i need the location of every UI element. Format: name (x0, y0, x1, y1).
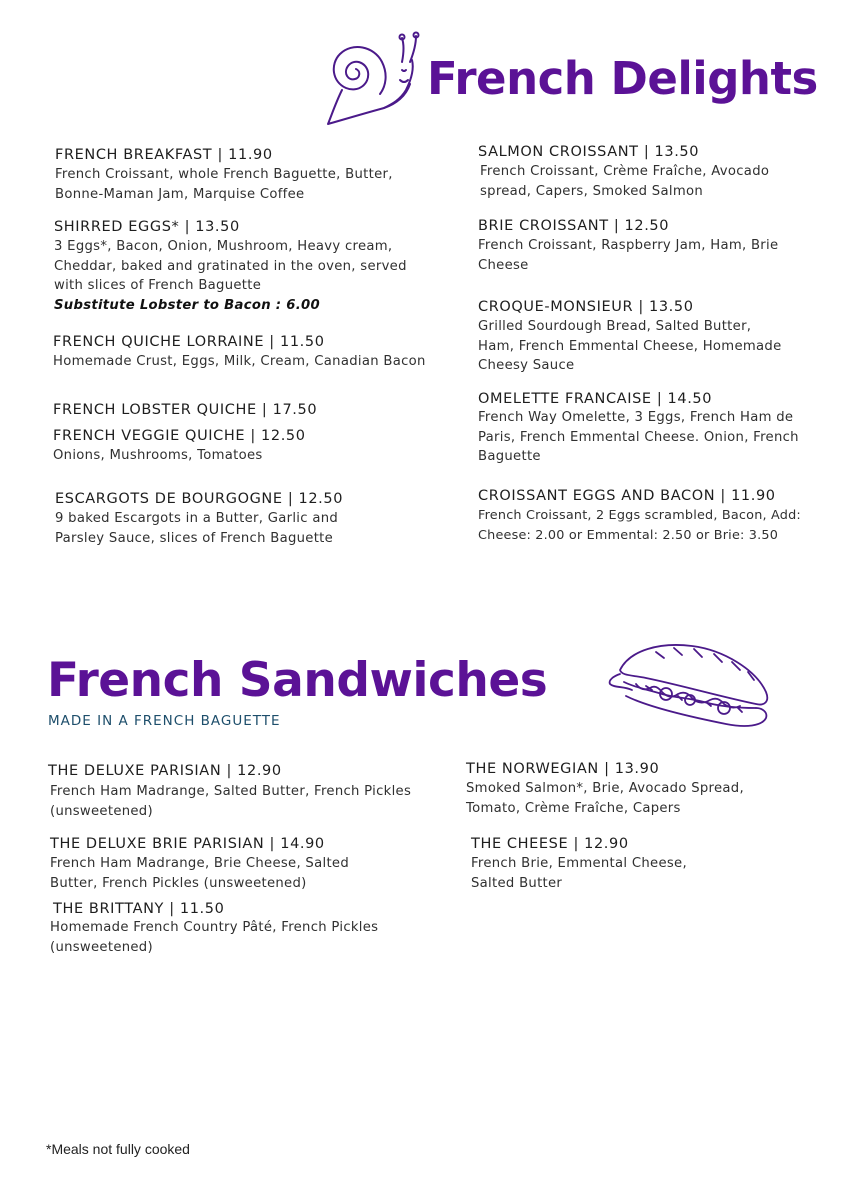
menu-item-note: Substitute Lobster to Bacon : 6.00 (54, 297, 320, 313)
menu-item-description: 3 Eggs*, Bacon, Onion, Mushroom, Heavy cream, Cheddar, baked and gratinated in the oven, served with slices of French Baguette (54, 239, 407, 293)
menu-item-description: French Croissant, whole French Baguette, Butter, Bonne-Maman Jam, Marquise Coffee (55, 167, 393, 202)
menu-item-title: BRIE CROISSANT | 12.50 (478, 218, 670, 234)
menu-item-description: French Way Omelette, 3 Eggs, French Ham de Paris, French Emmental Cheese. Onion, French Baguette (478, 410, 799, 464)
menu-item (48, 760, 413, 821)
menu-item (478, 142, 813, 201)
menu-item (478, 216, 788, 275)
menu-item-title: FRENCH LOBSTER QUICHE | 17.50 (53, 402, 318, 418)
menu-item-title: ESCARGOTS DE BOURGOGNE | 12.50 (55, 491, 344, 507)
menu-item (53, 332, 428, 372)
menu-item (53, 400, 428, 420)
snail-icon (322, 30, 422, 134)
menu-item (466, 759, 786, 818)
menu-item (478, 297, 788, 376)
menu-item (50, 900, 420, 957)
menu-item-title: FRENCH VEGGIE QUICHE | 12.50 (53, 428, 306, 444)
section-heading-delights: French Delights (427, 52, 818, 105)
menu-item-title: THE DELUXE BRIE PARISIAN | 14.90 (50, 836, 325, 852)
menu-item-description: Smoked Salmon*, Brie, Avocado Spread, Tomato, Crème Fraîche, Capers (466, 781, 744, 816)
menu-item (55, 489, 385, 548)
menu-item-title: THE BRITTANY | 11.50 (53, 901, 225, 917)
menu-item-description: French Ham Madrange, Salted Butter, French Pickles (unsweetened) (50, 784, 412, 819)
menu-item (50, 834, 390, 893)
menu-item-description: Grilled Sourdough Bread, Salted Butter, Ham, French Emmental Cheese, Homemade Cheesy Sauce (478, 319, 782, 373)
menu-item-description: Onions, Mushrooms, Tomatoes (53, 448, 263, 463)
menu-item-title: THE DELUXE PARISIAN | 12.90 (48, 763, 282, 779)
section-subheading: MADE IN A FRENCH BAGUETTE (48, 713, 281, 729)
menu-item-description: French Croissant, 2 Eggs scrambled, Bacon, Add: Cheese: 2.00 or Emmental: 2.50 or Brie: 3.50 (478, 508, 801, 543)
section-heading-sandwiches: French Sandwiches (47, 653, 548, 708)
menu-item-description: 9 baked Escargots in a Butter, Garlic and Parsley Sauce, slices of French Baguette (55, 511, 339, 546)
menu-item-title: FRENCH BREAKFAST | 11.90 (55, 147, 273, 163)
menu-item-title: OMELETTE FRANCAISE | 14.50 (478, 391, 713, 407)
menu-item-description: French Croissant, Raspberry Jam, Ham, Brie Cheese (478, 238, 779, 273)
menu-item (471, 834, 721, 893)
menu-item-title: THE CHEESE | 12.90 (471, 836, 629, 852)
menu-item-description: Homemade Crust, Eggs, Milk, Cream, Canadian Bacon (53, 354, 426, 369)
menu-item (54, 217, 424, 315)
menu-item-description: French Brie, Emmental Cheese, Salted Butter (471, 856, 687, 891)
menu-item (478, 391, 823, 467)
menu-item-description: French Croissant, Crème Fraîche, Avocado spread, Capers, Smoked Salmon (480, 164, 770, 199)
menu-item-description: Homemade French Country Pâté, French Pickles (unsweetened) (50, 920, 379, 955)
menu-item-title: THE NORWEGIAN | 13.90 (466, 761, 660, 777)
menu-item (55, 145, 430, 204)
footnote: *Meals not fully cooked (46, 1141, 190, 1157)
menu-item-title: CROISSANT EGGS AND BACON | 11.90 (478, 488, 776, 504)
menu-item-description: French Ham Madrange, Brie Cheese, Salted Butter, French Pickles (unsweetened) (50, 856, 349, 891)
menu-item (53, 426, 428, 466)
sandwich-icon (606, 640, 772, 732)
menu-item (478, 486, 840, 545)
menu-item-title: SHIRRED EGGS* | 13.50 (54, 219, 240, 235)
menu-item-title: SALMON CROISSANT | 13.50 (478, 144, 700, 160)
menu-item-title: CROQUE-MONSIEUR | 13.50 (478, 299, 694, 315)
menu-item-title: FRENCH QUICHE LORRAINE | 11.50 (53, 334, 325, 350)
